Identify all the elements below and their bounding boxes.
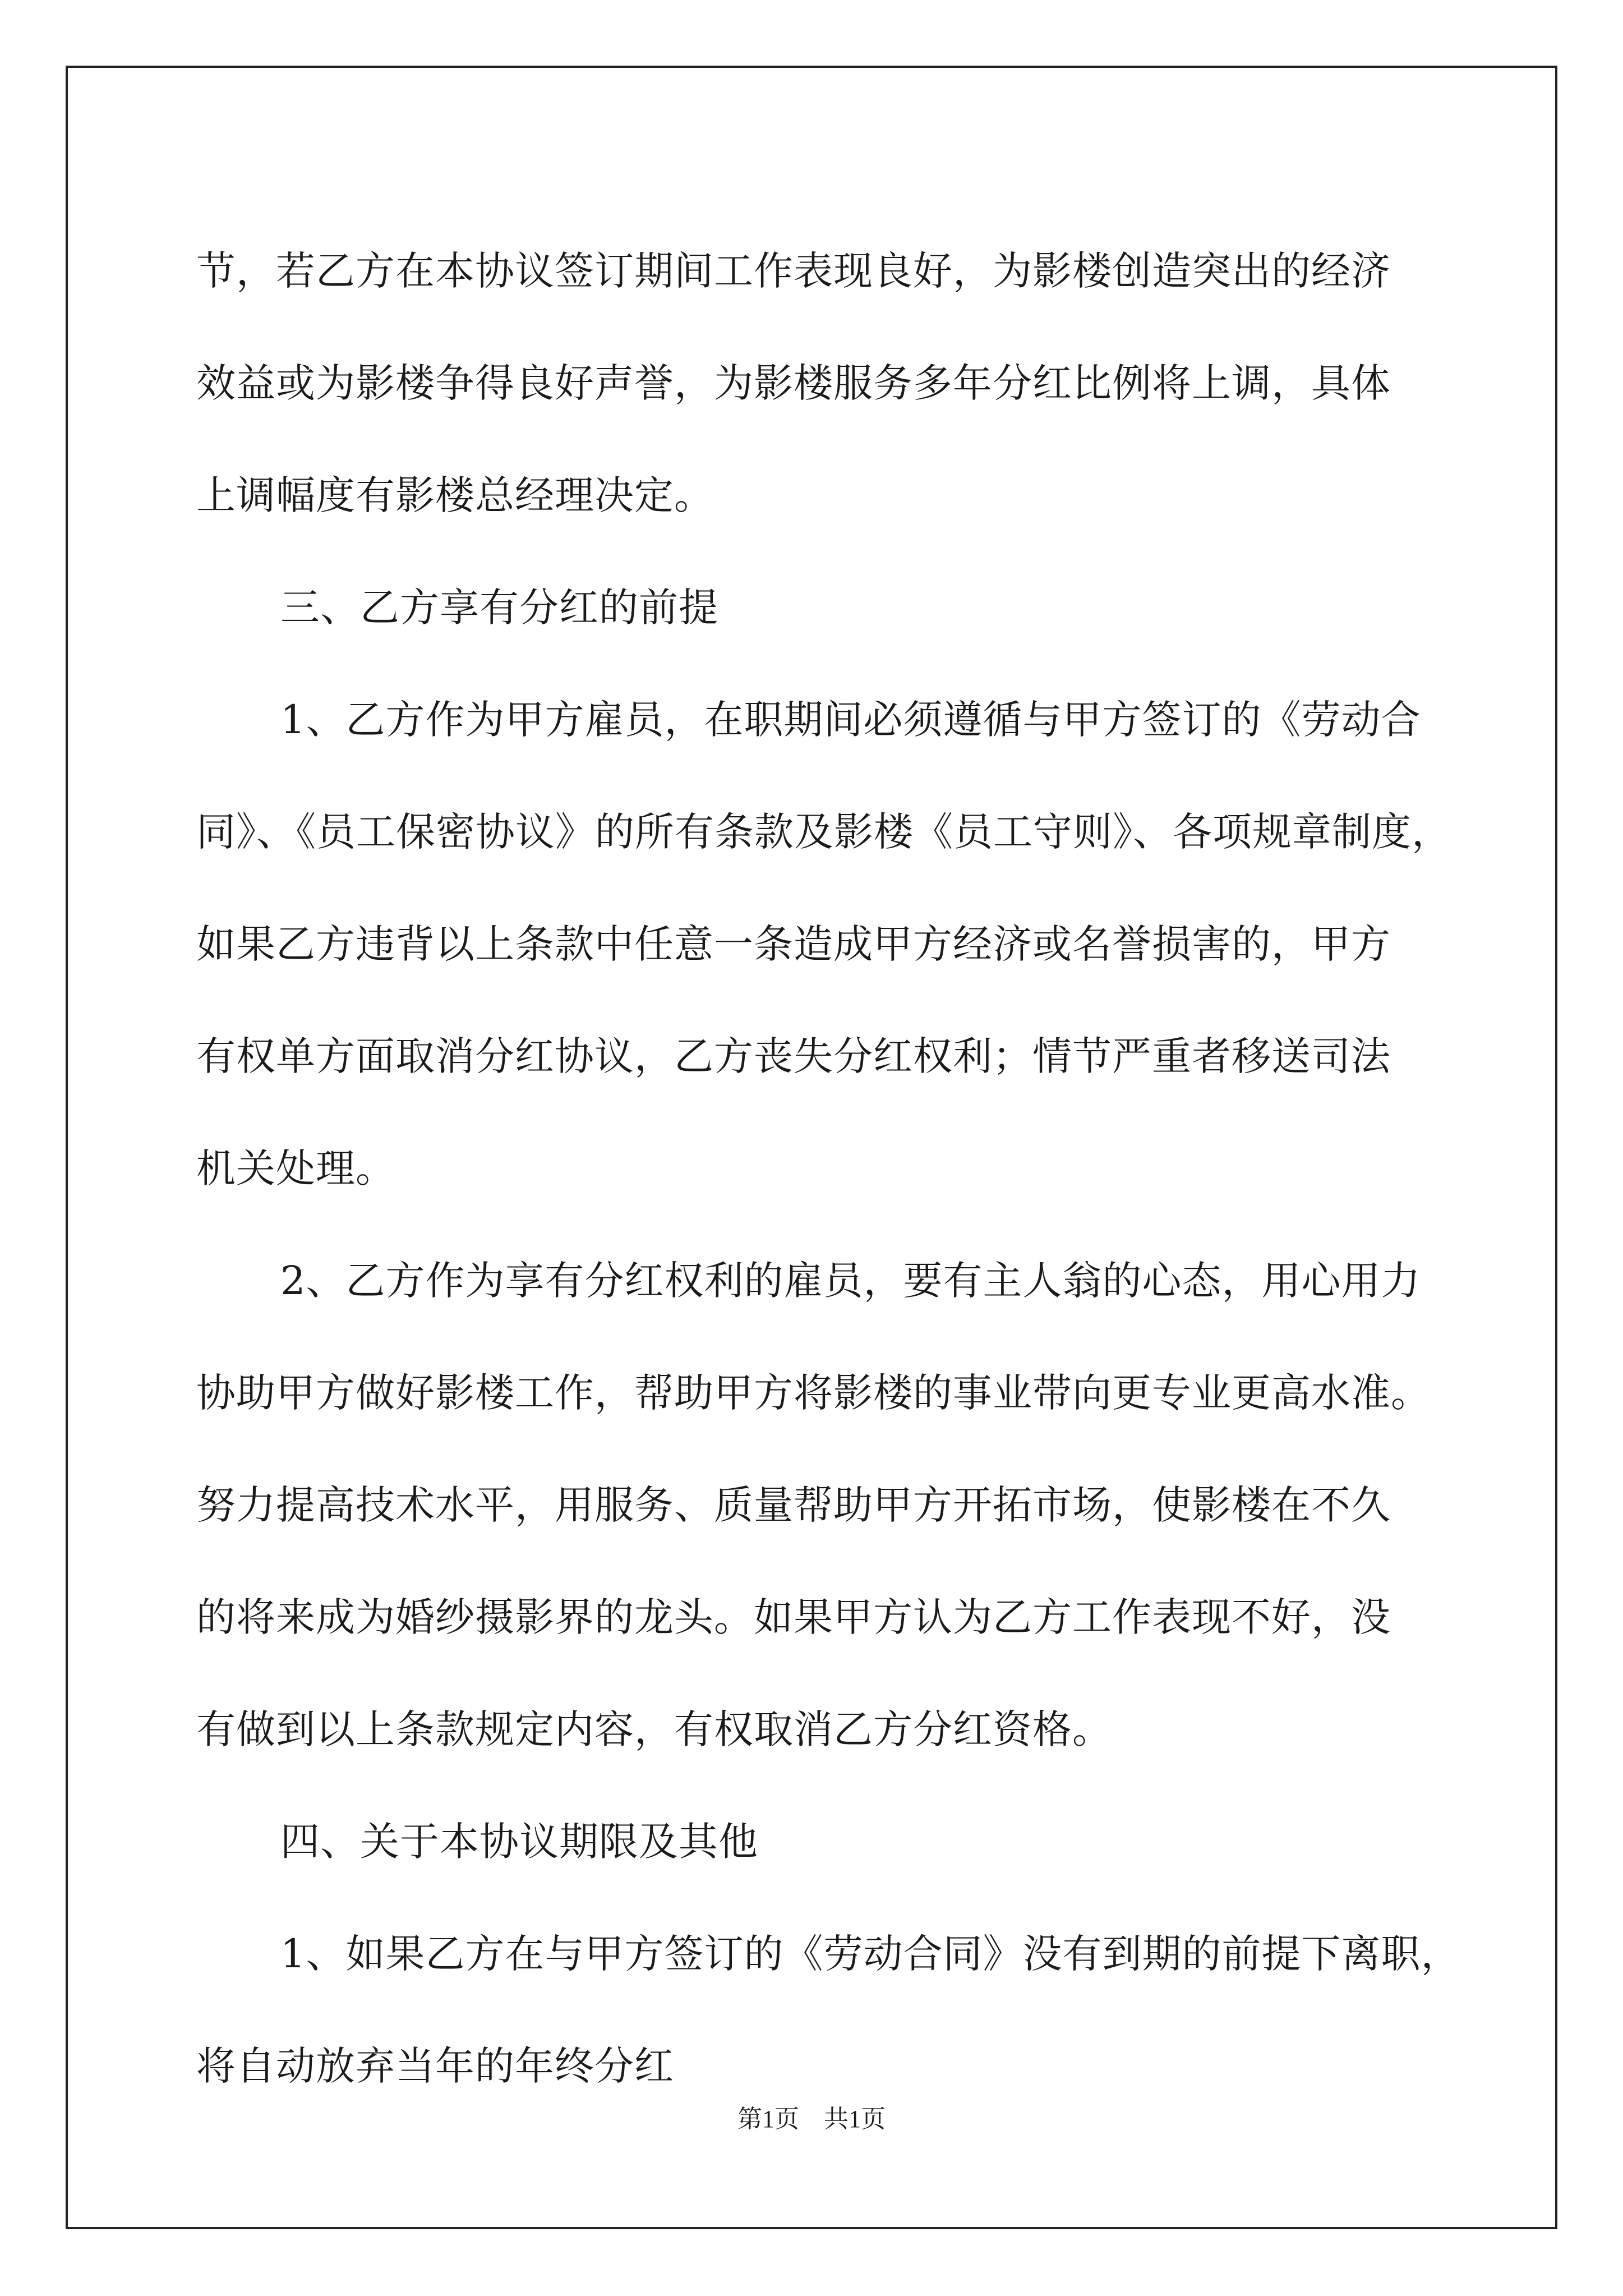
text-line: 如果乙方违背以上条款中任意一条造成甲方经济或名誉损害的，甲方: [196, 921, 1391, 967]
text-line: 有权单方面取消分红协议，乙方丧失分红权利；情节严重者移送司法: [196, 1033, 1391, 1079]
text-line: 努力提高技术水平，用服务、质量帮助甲方开拓市场，使影楼在不久: [196, 1482, 1391, 1528]
text-line: 1、乙方作为甲方雇员，在职期间必须遵循与甲方签订的《劳动合: [280, 697, 1421, 743]
text-line: 协助甲方做好影楼工作，帮助甲方将影楼的事业带向更专业更高水准。: [196, 1370, 1431, 1416]
section-heading: 三、乙方享有分红的前提: [280, 585, 718, 631]
section-heading: 四、关于本协议期限及其他: [280, 1819, 758, 1865]
text-line: 机关处理。: [196, 1145, 395, 1191]
text-line: 有做到以上条款规定内容，有权取消乙方分红资格。: [196, 1706, 1112, 1752]
text-line: 节，若乙方在本协议签订期间工作表现良好，为影楼创造突出的经济: [196, 248, 1391, 294]
text-line: 的将来成为婚纱摄影界的龙头。如果甲方认为乙方工作表现不好，没: [196, 1594, 1391, 1640]
text-line: 将自动放弃当年的年终分红: [196, 2043, 674, 2089]
document-body: [196, 215, 1461, 2122]
text-line: 2、乙方作为享有分红权利的雇员，要有主人翁的心态，用心用力: [280, 1258, 1421, 1304]
text-line: 上调幅度有影楼总经理决定。: [196, 472, 714, 518]
text-line: 效益或为影楼争得良好声誉，为影楼服务多年分红比例将上调，具体: [196, 360, 1391, 406]
text-line: 1、如果乙方在与甲方签订的《劳动合同》没有到期的前提下离职，: [280, 1931, 1461, 1977]
page-number: 第1页 共1页: [737, 2105, 886, 2133]
text-line: 同》、《员工保密协议》的所有条款及影楼《员工守则》、各项规章制度，: [196, 809, 1451, 855]
